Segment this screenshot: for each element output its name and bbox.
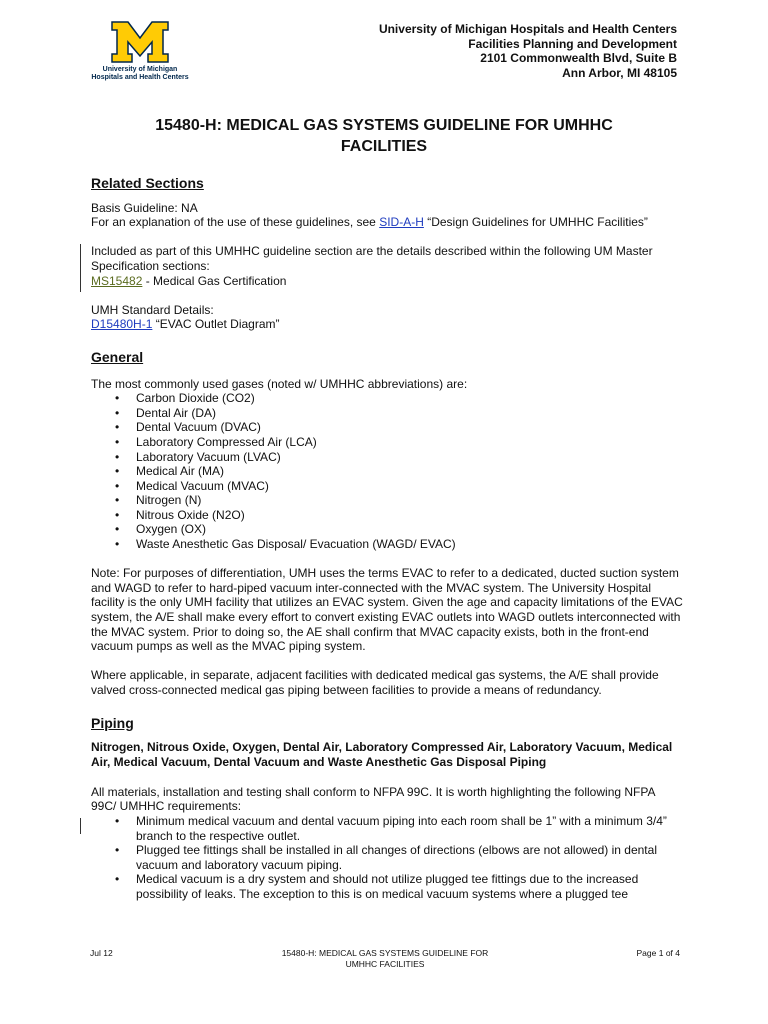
basis-guideline: Basis Guideline: NA <box>91 200 198 215</box>
gas-list <box>91 391 683 552</box>
address-line: University of Michigan Hospitals and Health Centers <box>378 22 677 36</box>
standard-details-label: UMH Standard Details: <box>91 302 214 317</box>
umhhc-logo <box>90 18 190 82</box>
list-item: • Medical vacuum is a dry system and should not utilize plugged tee fittings due to the increased possibility of leaks. The exception to this is on medical vacuum systems where a plugged tee <box>91 872 683 901</box>
piping-requirements-list <box>91 814 683 902</box>
revision-bar <box>80 244 81 292</box>
block-m-logo-icon <box>110 20 170 64</box>
list-item: • Carbon Dioxide (CO2) <box>91 391 683 406</box>
document-title: 15480-H: MEDICAL GAS SYSTEMS GUIDELINE FOR UMHHC FACILITIES <box>155 117 613 155</box>
main-content <box>91 176 683 902</box>
list-item: • Nitrous Oxide (N2O) <box>91 508 683 523</box>
list-item: • Plugged tee fittings shall be installed in all changes of directions (elbows are not allowed) in dental vacuum and laboratory vacuum piping. <box>91 843 683 872</box>
list-item: • Medical Vacuum (MVAC) <box>91 479 683 494</box>
ms-spec-line: MS15482 - Medical Gas Certification <box>91 273 287 288</box>
list-item: • Dental Vacuum (DVAC) <box>91 420 683 435</box>
general-intro: The most commonly used gases (noted w/ UMHHC abbreviations) are: <box>91 376 468 391</box>
list-item: • Medical Air (MA) <box>91 464 683 479</box>
d15480h-1-link[interactable]: D15480H-1 <box>91 317 153 332</box>
address-line: Ann Arbor, MI 48105 <box>562 65 677 80</box>
list-item: • Dental Air (DA) <box>91 406 683 421</box>
detail-line: D15480H-1 “EVAC Outlet Diagram” <box>91 317 280 332</box>
piping-intro: All materials, installation and testing shall conform to NFPA 99C. It is worth highlighting the following NFPA 99C/ UMHHC requirements: <box>91 784 655 814</box>
list-item: • Laboratory Compressed Air (LCA) <box>91 435 683 450</box>
address-block <box>379 22 677 80</box>
included-paragraph: Included as part of this UMHHC guideline section are the details described within the following UM Master Specification sections: <box>91 244 653 273</box>
footer-title: 15480-H: MEDICAL GAS SYSTEMS GUIDELINE FOR UMHHC FACILITIES <box>281 948 489 969</box>
sid-a-h-link[interactable]: SID-A-H <box>379 215 424 230</box>
piping-subheading: Nitrogen, Nitrous Oxide, Oxygen, Dental Air, Laboratory Compressed Air, Laboratory Vacuum, Medical Air, Medical Vacuum, Dental Vacuum and Waste Anesthetic Gas Disposal Piping <box>91 740 673 770</box>
general-heading: General <box>91 348 144 365</box>
list-item: • Oxygen (OX) <box>91 522 683 537</box>
footer-page-number: Page 1 of 4 <box>636 948 680 958</box>
footer-date: Jul 12 <box>90 948 113 958</box>
piping-heading: Piping <box>91 714 134 731</box>
logo-caption: University of Michigan Hospitals and Health Centers <box>91 66 189 81</box>
address-line: Facilities Planning and Development <box>468 36 677 51</box>
address-line: 2101 Commonwealth Blvd, Suite B <box>480 51 677 65</box>
note-paragraph: Note: For purposes of differentiation, UMH uses the terms EVAC to refer to a dedicated, ducted suction system and WAGD to refer to hard-piped vacuum inter-connected with the MVAC system. The University Hospital facility is the only UMH facility that utilizes an EVAC system. Given the age and capacity limitations of the EVAC system, the A/E shall make every effort to convert existing EVAC outlets into WAGD outlets interconnected with the MVAC system. Prior to doing so, the AE shall confirm that MVAC capacity exists, both in the front-end vacuum pumps as well as the MVAC piping system. <box>91 566 683 654</box>
list-item: • Laboratory Vacuum (LVAC) <box>91 450 683 465</box>
list-item: • Waste Anesthetic Gas Disposal/ Evacuation (WAGD/ EVAC) <box>91 537 683 552</box>
revision-bar <box>80 818 81 834</box>
ms15482-link[interactable]: MS15482 <box>91 273 143 288</box>
list-item: • Nitrogen (N) <box>91 493 683 508</box>
redundancy-paragraph: Where applicable, in separate, adjacent facilities with dedicated medical gas systems, the A/E shall provide valved cross-connected medical gas piping between facilities to provide a means of redundancy. <box>91 668 659 697</box>
list-item: • Minimum medical vacuum and dental vacuum piping into each room shall be 1” with a minimum 3/4” branch to the respective outlet. <box>91 814 683 843</box>
explanation-line: For an explanation of the use of these guidelines, see SID-A-H “Design Guidelines for UMHHC Facilities” <box>91 215 648 230</box>
related-sections-heading: Related Sections <box>91 175 204 191</box>
